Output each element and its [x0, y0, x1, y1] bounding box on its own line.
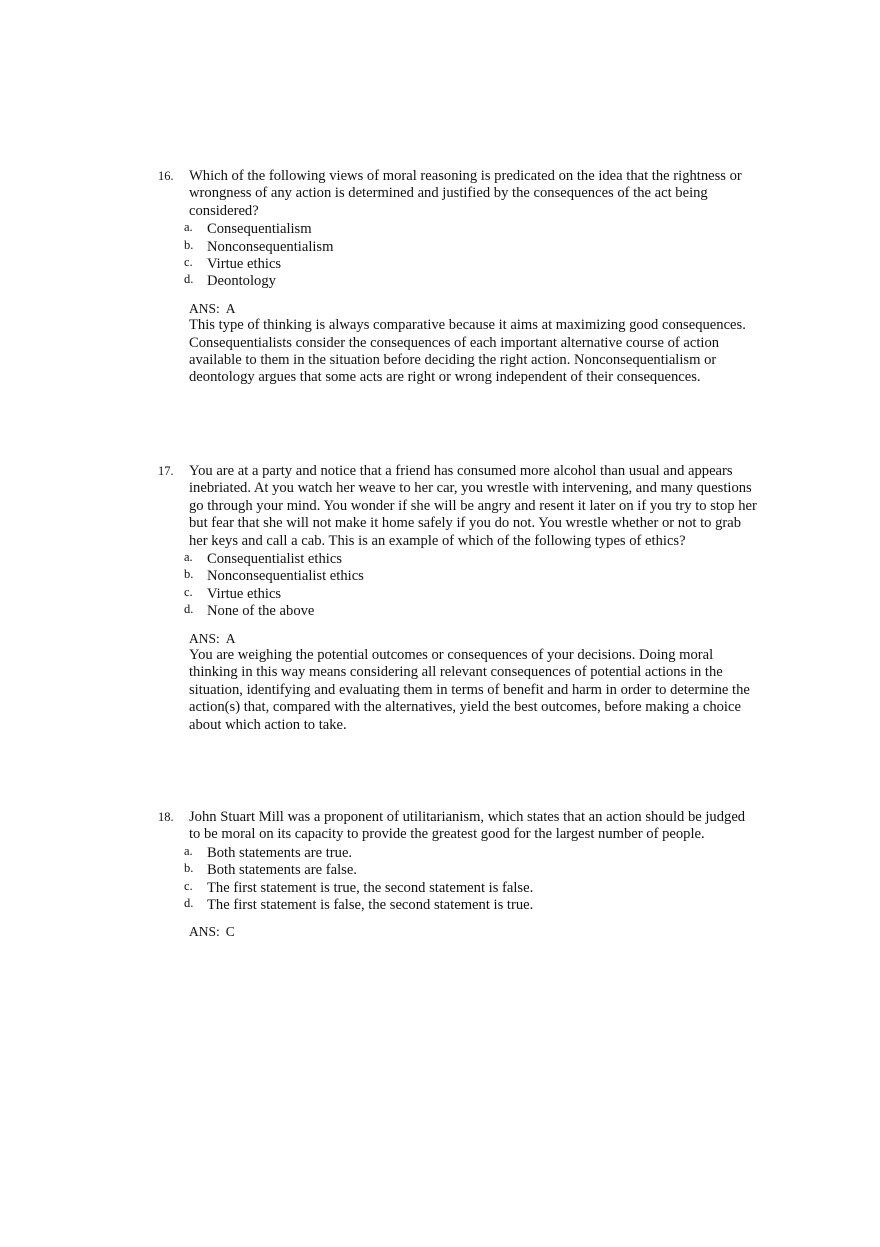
option-a — [184, 551, 758, 568]
option-b — [184, 568, 758, 585]
answer-block — [189, 630, 758, 734]
answer-label: ANS: — [189, 630, 220, 646]
question-18 — [158, 809, 758, 941]
option-letter: b. — [184, 861, 194, 876]
option-letter: b. — [184, 237, 194, 252]
option-b — [184, 239, 758, 256]
option-letter: d. — [184, 272, 194, 287]
option-letter: a. — [184, 550, 193, 565]
option-letter: d. — [184, 896, 194, 911]
option-text: The first statement is false, the second statement is true. — [207, 897, 534, 914]
option-list — [184, 845, 758, 915]
option-letter: a. — [184, 220, 193, 235]
answer-value: A — [225, 630, 236, 646]
question-text: Which of the following views of moral reasoning is predicated on the idea that the rightness or wrongness of any action is determined and justified by the consequences of the act being considered? — [189, 168, 742, 219]
option-letter: c. — [184, 878, 193, 893]
answer-line — [189, 300, 758, 317]
answer-line — [189, 923, 758, 940]
option-text: Consequentialist ethics — [207, 551, 342, 568]
answer-label: ANS: — [189, 924, 220, 940]
option-text: Virtue ethics — [207, 585, 282, 602]
answer-block — [189, 923, 758, 940]
option-list — [184, 551, 758, 621]
option-letter: d. — [184, 602, 194, 617]
option-a — [184, 845, 758, 862]
option-text: Virtue ethics — [207, 256, 282, 273]
answer-value: A — [225, 300, 236, 316]
option-letter: b. — [184, 567, 194, 582]
question-text: John Stuart Mill was a proponent of utilitarianism, which states that an action should be judged to be moral on its capacity to provide the greatest good for the largest number of people. — [189, 809, 746, 843]
option-c — [184, 586, 758, 603]
option-text: Consequentialism — [207, 221, 312, 238]
answer-value: C — [225, 924, 235, 940]
option-text: Nonconsequentialism — [207, 238, 334, 255]
option-letter: c. — [184, 584, 193, 599]
option-c — [184, 256, 758, 273]
question-number: 16. — [158, 169, 174, 183]
option-text: Nonconsequentialist ethics — [207, 568, 364, 585]
option-b — [184, 862, 758, 879]
option-text: None of the above — [207, 603, 315, 620]
option-d — [184, 897, 758, 914]
option-letter: a. — [184, 843, 193, 858]
option-text: Both statements are false. — [207, 862, 357, 879]
question-number: 17. — [158, 464, 174, 478]
question-16 — [158, 168, 758, 387]
answer-explanation: You are weighing the potential outcomes or consequences of your decisions. Doing moral thinking in this way means considering all relevant consequences of potential actions in the situation, identifying and evaluating them in terms of benefit and harm in order to determine the action(s) that, compared with the alternatives, yield the best outcomes, before making a choice about which action to take. — [189, 647, 750, 733]
option-d — [184, 273, 758, 290]
answer-block — [189, 300, 758, 387]
option-d — [184, 603, 758, 620]
question-text: You are at a party and notice that a friend has consumed more alcohol than usual and appears inebriated. At you watch her weave to her car, you wrestle with intervening, and many questions go through your mind. You wonder if she will be angry and resent it later on if you try to stop her but fear that she will not make it home safely if you do not. You wrestle whether or not to grab her keys and call a cab. This is an example of which of the following types of ethics? — [189, 463, 757, 549]
question-number: 18. — [158, 810, 174, 824]
option-text: Deontology — [207, 273, 276, 290]
option-text: The first statement is true, the second statement is false. — [207, 879, 534, 896]
question-17 — [158, 463, 758, 734]
option-c — [184, 880, 758, 897]
option-list — [184, 221, 758, 291]
option-text: Both statements are true. — [207, 844, 353, 861]
answer-line — [189, 630, 758, 647]
answer-explanation: This type of thinking is always comparative because it aims at maximizing good consequences. Consequentialists consider the consequences of each important alternative course of action available to them in the situation before deciding the right action. Nonconsequentialism or deontology argues that some acts are right or wrong independent of their consequences. — [189, 317, 746, 386]
option-letter: c. — [184, 255, 193, 270]
option-a — [184, 221, 758, 238]
answer-label: ANS: — [189, 300, 220, 316]
